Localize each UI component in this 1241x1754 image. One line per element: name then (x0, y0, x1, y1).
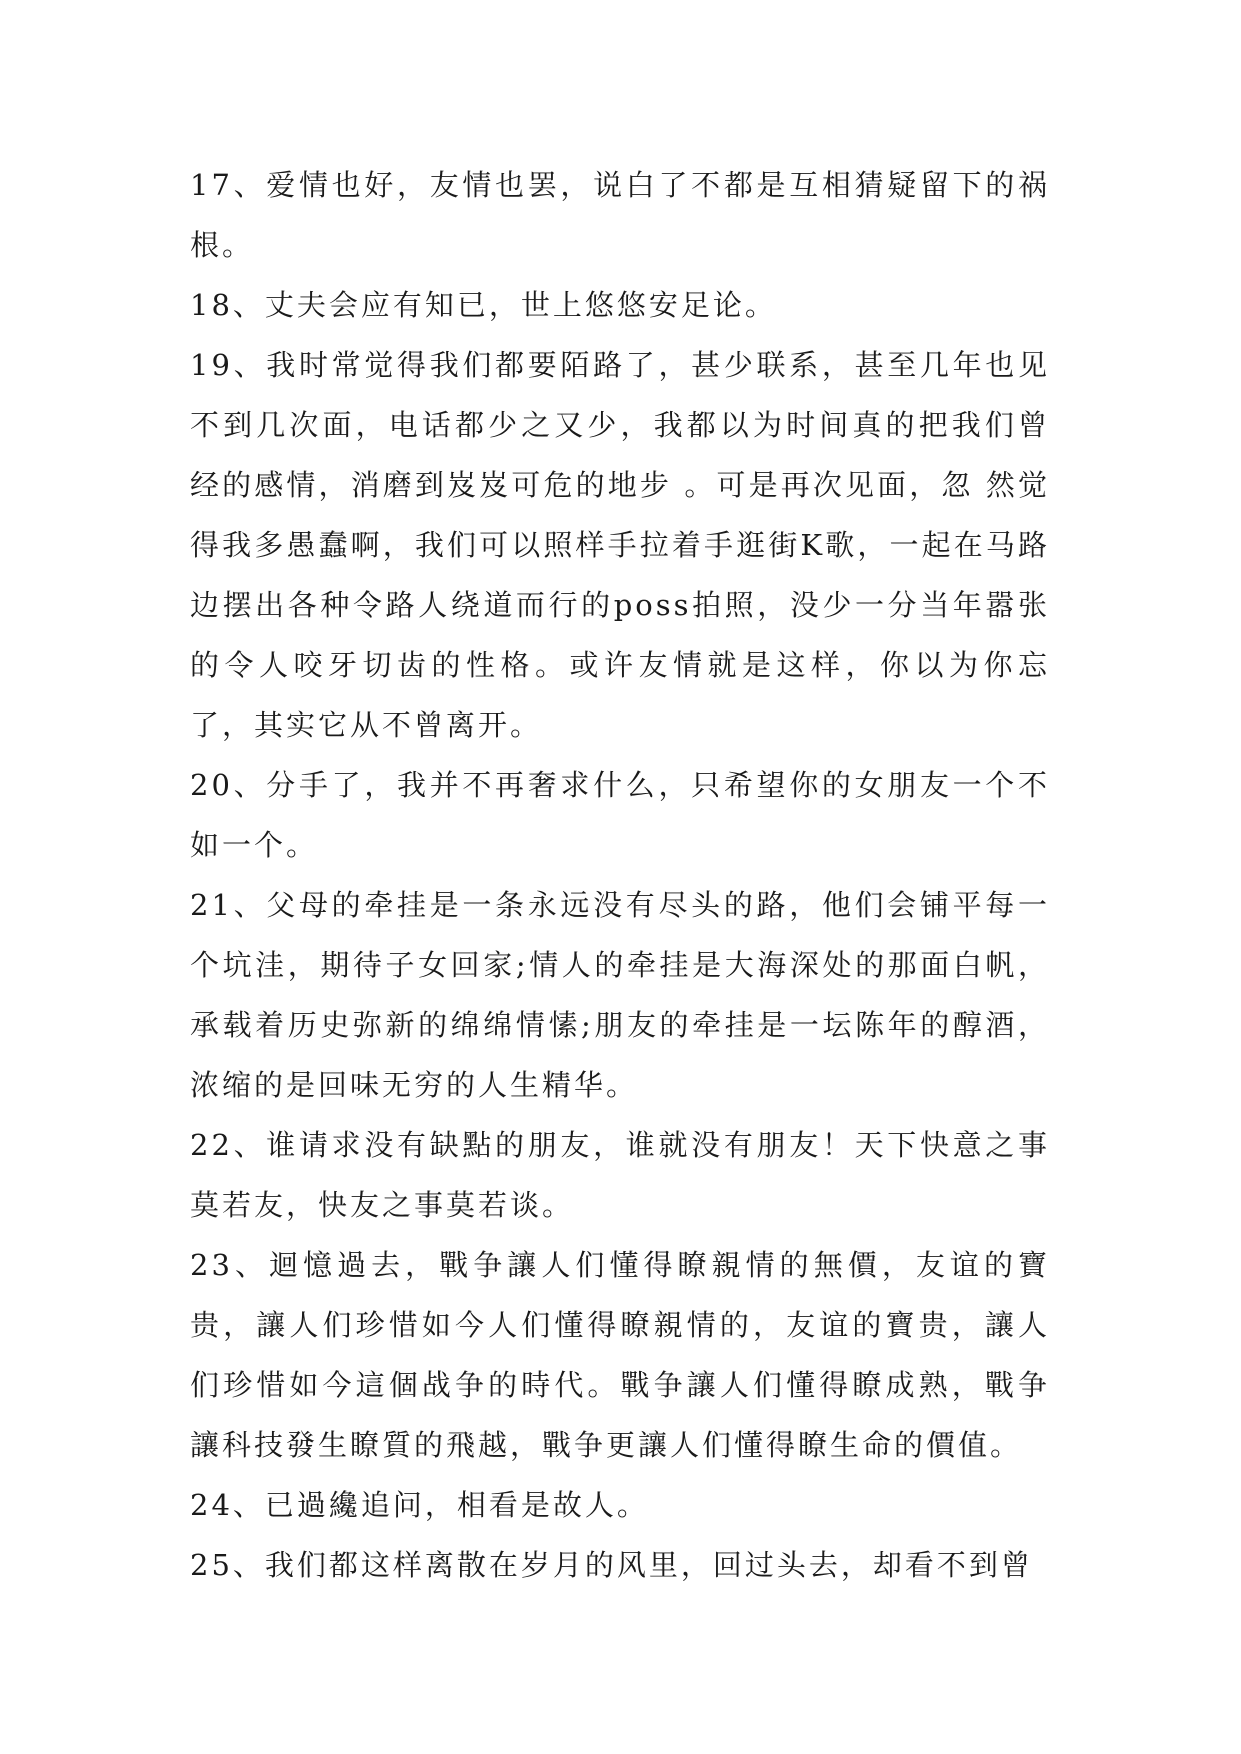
paragraph-17: 17、爱情也好，友情也罢，说白了不都是互相猜疑留下的祸根。 (190, 168, 1050, 262)
paragraph-18: 18、丈夫会应有知已，世上悠悠安足论。 (190, 288, 777, 322)
paragraph-22: 22、谁请求没有缺點的朋友，谁就没有朋友！天下快意之事莫若友，快友之事莫若谈。 (190, 1128, 1050, 1222)
paragraph-24: 24、已過纔追问，相看是故人。 (190, 1488, 649, 1522)
paragraph-20: 20、分手了，我并不再奢求什么，只希望你的女朋友一个不如一个。 (190, 768, 1050, 862)
document-body (190, 155, 1050, 1595)
paragraph-21: 21、父母的牵挂是一条永远没有尽头的路，他们会铺平每一个坑洼，期待子女回家;情人的牵挂是大海深处的那面白帆，承载着历史弥新的绵绵情愫;朋友的牵挂是一坛陈年的醇酒，浓缩的是回味无穷的人生精华。 (190, 888, 1050, 1102)
paragraph-23: 23、迴憶過去，戰争讓人们懂得瞭親情的無價，友谊的寶贵，讓人们珍惜如今人们懂得瞭親情的，友谊的寶贵，讓人们珍惜如今這個战争的時代。戰争讓人们懂得瞭成熟，戰争讓科技發生瞭質的飛越，戰争更讓人们懂得瞭生命的價值。 (190, 1248, 1050, 1462)
paragraph-19: 19、我时常觉得我们都要陌路了，甚少联系，甚至几年也见不到几次面，电话都少之又少，我都以为时间真的把我们曾经的感情，消磨到岌岌可危的地步 。可是再次见面，忽 然觉得我多愚蠢啊，我们可以照样手拉着手逛街K歌，一起在马路边摆出各种令路人绕道而行的poss拍照，没少一分当年嚣张的令人咬牙切齿的性格。或许友情就是这样，你以为你忘了，其实它从不曾离开。 (190, 348, 1050, 742)
paragraph-25: 25、我们都这样离散在岁月的风里，回过头去，却看不到曾 (190, 1548, 1033, 1582)
